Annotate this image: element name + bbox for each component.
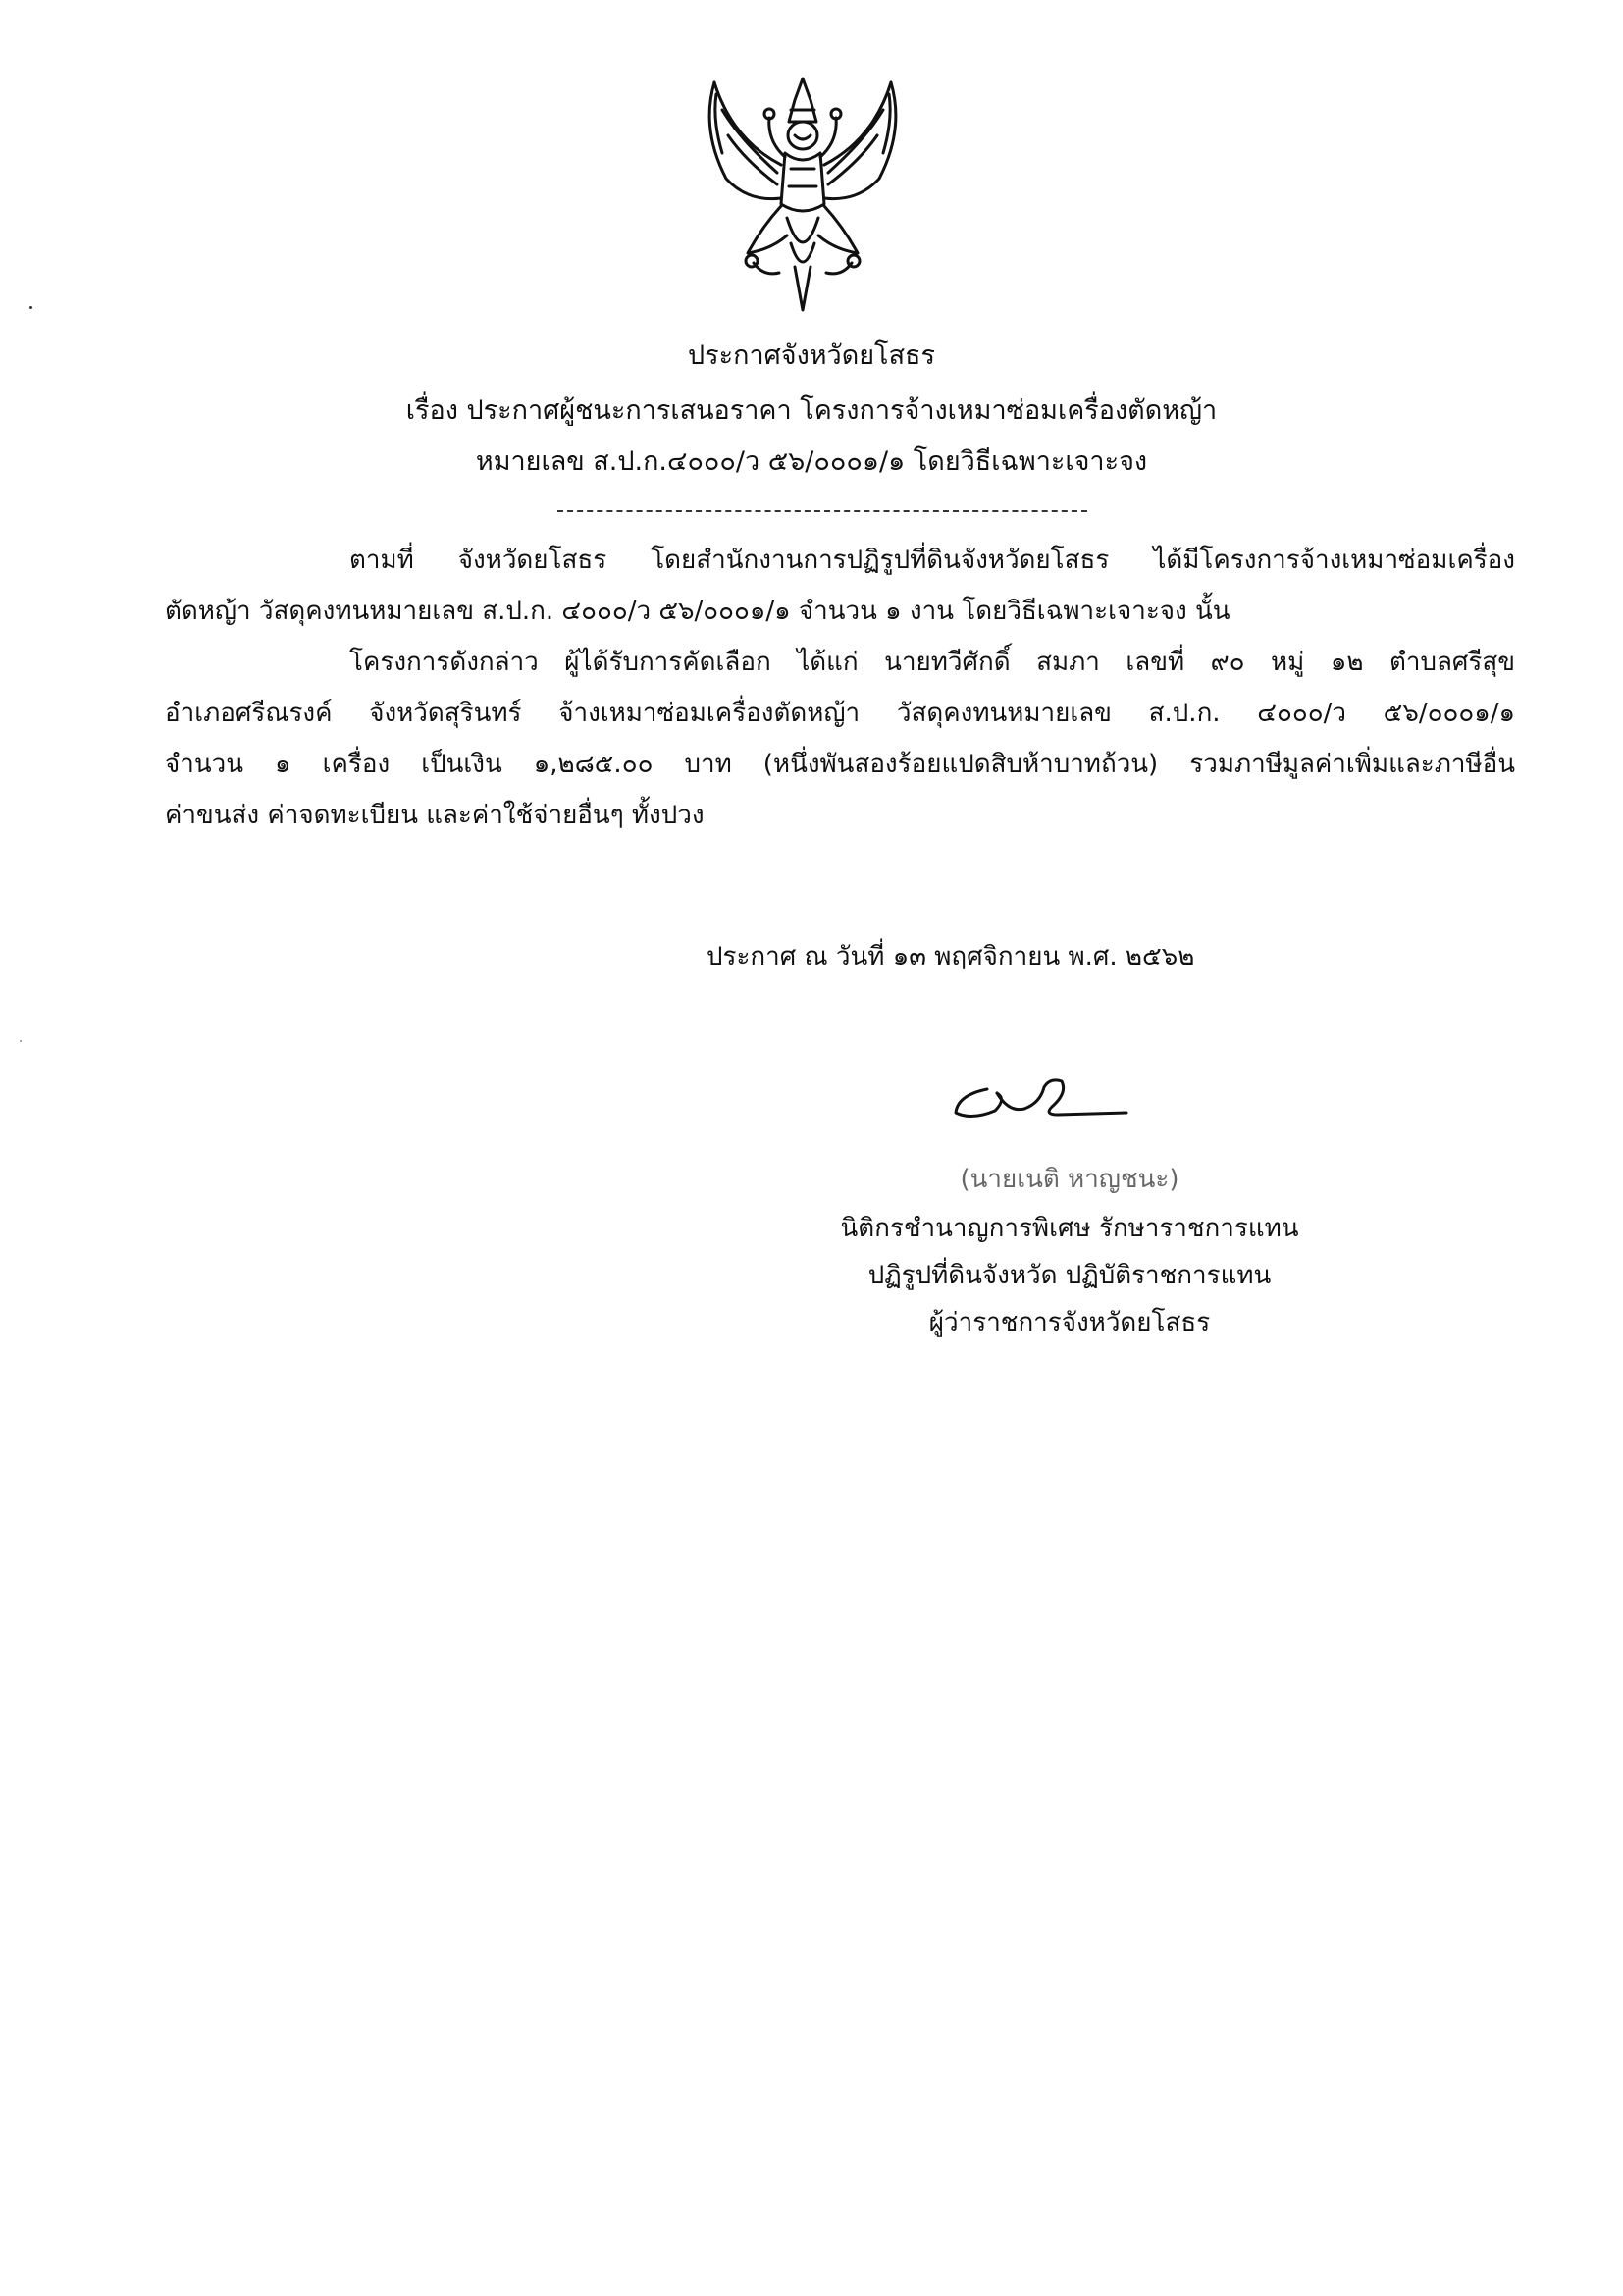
body-para2-line3: จำนวน ๑ เครื่อง เป็นเงิน ๑,๒๘๕.๐๐ บาท (หนึ่งพันสองร้อยแปดสิบห้าบาทถ้วน) รวมภาษีมูลค่าเพิ่มและภาษีอื่น [165,750,1515,779]
signatory-name: (นายเนติ หาญชนะ) [960,1165,1179,1194]
scan-speck [29,306,32,309]
body-para2-line4: ค่าขนส่ง ค่าจดทะเบียน และค่าใช้จ่ายอื่นๆ ทั้งปวง [165,801,705,830]
announcement-subject: เรื่อง ประกาศผู้ชนะการเสนอราคา โครงการจ้างเหมาซ่อมเครื่องตัดหญ้า [405,395,1218,426]
body-para1-line2: ตัดหญ้า วัสดุคงทนหมายเลข ส.ป.ก. ๔๐๐๐/ว ๕๖/๐๐๐๑/๑ จำนวน ๑ งาน โดยวิธีเฉพาะเจาะจง นั้น [165,597,1230,626]
body-para1-line1: ตามที่ จังหวัดยโสธร โดยสำนักงานการปฏิรูปที่ดินจังหวัดยโสธร ได้มีโครงการจ้างเหมาซ่อมเครื่อง [349,546,1515,575]
scan-speck [20,1040,22,1042]
signatory-position-line1: นิติกรชำนาญการพิเศษ รักษาราชการแทน [840,1214,1299,1243]
separator-rule [557,510,1087,512]
signatory-position-line3: ผู้ว่าราชการจังหวัดยโสธร [928,1308,1211,1337]
announcement-number: หมายเลข ส.ป.ก.๔๐๐๐/ว ๕๖/๐๐๐๑/๑ โดยวิธีเฉพาะเจาะจง [475,446,1148,477]
signatory-position-line2: ปฏิรูปที่ดินจังหวัด ปฏิบัติราชการแทน [867,1261,1272,1290]
announcement-agency: ประกาศจังหวัดยโสธร [687,340,936,371]
body-para2-line2: อำเภอศรีณรงค์ จังหวัดสุรินทร์ จ้างเหมาซ่อมเครื่องตัดหญ้า วัสดุคงทนหมายเลข ส.ป.ก. ๔๐๐๐/ว ๕๖/๐๐๐๑/๑ [165,699,1515,728]
announcement-date: ประกาศ ณ วันที่ ๑๓ พฤศจิกายน พ.ศ. ๒๕๖๒ [707,942,1195,971]
handwritten-signature [942,1060,1138,1138]
garuda-emblem-icon [693,71,913,318]
body-para2-line1: โครงการดังกล่าว ผู้ได้รับการคัดเลือก ได้แก่ นายทวีศักดิ์ สมภา เลขที่ ๙๐ หมู่ ๑๒ ตำบลศรีสุข [349,648,1515,677]
